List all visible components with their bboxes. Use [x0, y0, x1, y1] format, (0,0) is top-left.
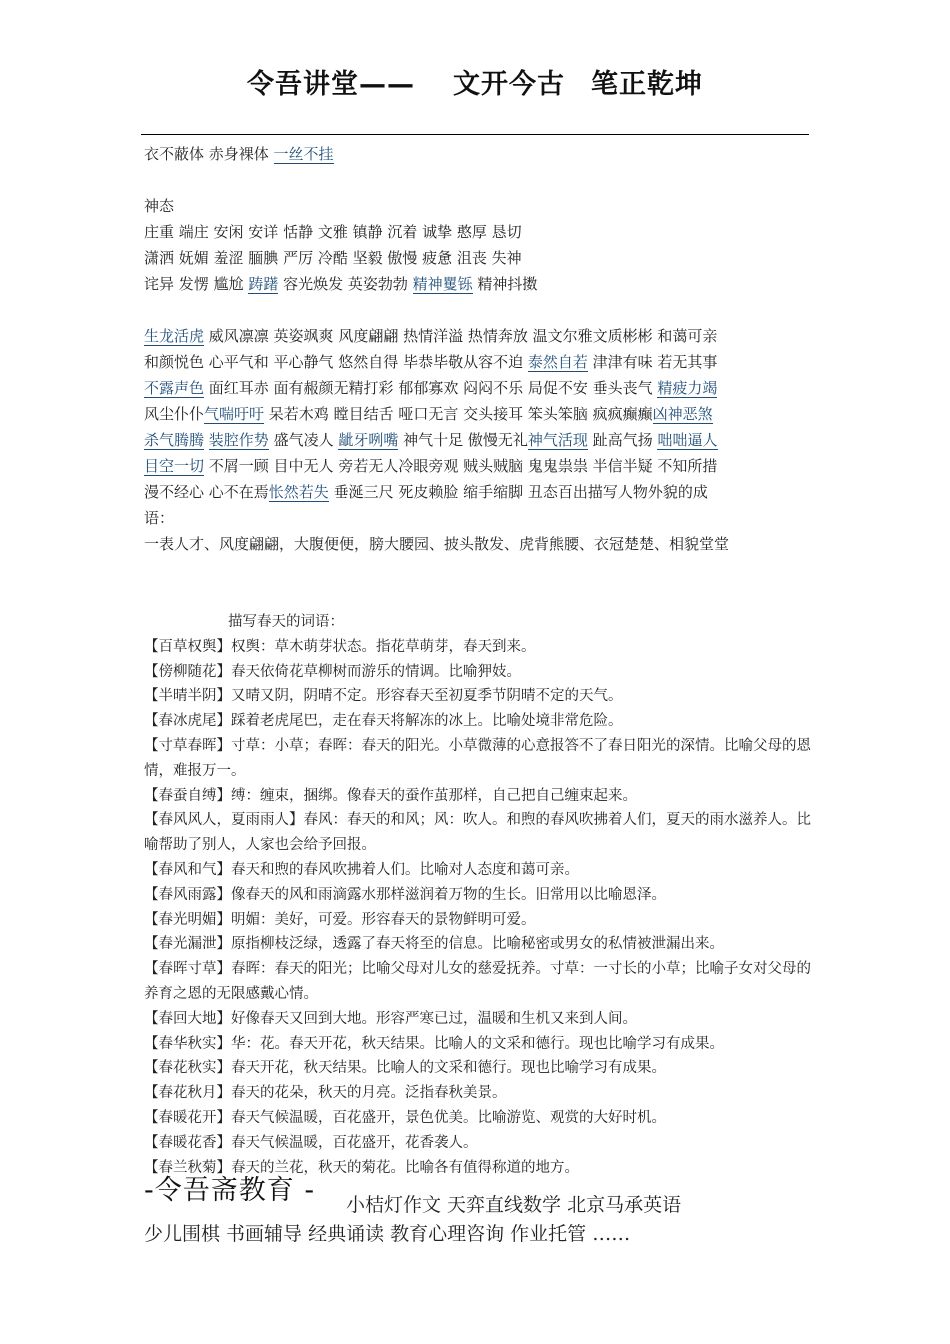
hyperlink-text[interactable]: 杀气腾腾: [144, 431, 205, 449]
list-item: 【春花秋实】春天开花，秋天结果。比喻人的文采和德行。现也比喻学习有成果。: [144, 1060, 666, 1077]
text-line: 庄重 端庄 安闲 安详 恬静 文雅 镇静 沉着 诚挚 憨厚 恳切: [144, 223, 522, 241]
text-line: 杀气腾腾 装腔作势 盛气凌人 龇牙咧嘴 神气十足 傲慢无礼神气活现 趾高气扬 咄咄逼人: [144, 431, 718, 449]
hyperlink-text[interactable]: 凶神恶煞: [652, 405, 713, 423]
hyperlink-text[interactable]: 龇牙咧嘴: [338, 431, 399, 449]
text-line: 衣不蔽体 赤身裸体 一丝不挂: [144, 145, 334, 163]
text-line: 一表人才、风度翩翩，大腹便便，膀大腰园、披头散发、虎背熊腰、衣冠楚楚、相貌堂堂: [144, 535, 730, 553]
hyperlink-text[interactable]: 咄咄逼人: [657, 431, 718, 449]
section-heading-shentai: 神态: [144, 197, 175, 215]
hyperlink-text[interactable]: 生龙活虎: [144, 327, 205, 345]
hyperlink-text[interactable]: 不露声色: [144, 379, 205, 397]
list-item: 【春暖花香】春天气候温暖，百花盛开，花香袭人。: [144, 1134, 478, 1151]
text-line: 漫不经心 心不在焉怅然若失 垂涎三尺 死皮赖脸 缩手缩脚 丑态百出描写人物外貌的成: [144, 483, 708, 501]
list-item: 【春风雨露】像春天的风和雨滴露水那样滋润着万物的生长。旧常用以比喻恩泽。: [144, 886, 666, 903]
list-item: 【春暖花开】春天气候温暖，百花盛开，景色优美。比喻游览、观赏的大好时机。: [144, 1109, 666, 1126]
footer-brand: -令吾斋教育 -: [144, 1175, 316, 1206]
list-item: 【春风风人，夏雨雨人】春风：春天的和风；风：吹人。和煦的春风吹拂着人们，夏天的雨水滋养人。比喻帮助了别人，人家也会给予回报。: [144, 812, 811, 854]
hyperlink-text[interactable]: 泰然自若: [527, 353, 588, 371]
hyperlink-text[interactable]: 踌躇: [248, 275, 279, 293]
list-item: 【傍柳随花】春天依倚花草柳树而游乐的情调。比喻狎妓。: [144, 663, 521, 680]
text-line: 生龙活虎 威风凛凛 英姿飒爽 风度翩翩 热情洋溢 热情奔放 温文尔雅文质彬彬 和蔼可亲: [144, 327, 718, 345]
text-line: 语：: [144, 509, 175, 527]
vocab-section: [144, 141, 812, 557]
hyperlink-text[interactable]: 气喘吁吁: [204, 405, 265, 423]
page-header: [0, 62, 950, 101]
header-slogan-2: 笔正乾坤: [591, 69, 703, 100]
text-line: 不露声色 面红耳赤 面有赧颜无精打彩 郁郁寡欢 闷闷不乐 局促不安 垂头丧气 精疲力竭: [144, 379, 718, 397]
hyperlink-text[interactable]: 怅然若失: [268, 483, 329, 501]
list-item: 【春冰虎尾】踩着老虎尾巴，走在春天将解冻的冰上。比喻处境非常危险。: [144, 713, 623, 730]
text-line: 诧异 发愣 尴尬 踌躇 容光焕发 英姿勃勃 精神矍铄 精神抖擞: [144, 275, 538, 293]
header-brand: 令吾讲堂——: [247, 69, 415, 100]
header-slogan-1: 文开今古: [453, 69, 565, 100]
list-item: 【百草权舆】权舆：草木萌芽状态。指花草萌芽，春天到来。: [144, 638, 536, 655]
list-item: 【春光漏泄】原指柳枝泛绿，透露了春天将至的信息。比喻秘密或男女的私情被泄漏出来。: [144, 936, 724, 953]
hyperlink-text[interactable]: 精神矍铄: [412, 275, 473, 293]
list-item: 【半晴半阴】又晴又阴，阴晴不定。形容春天至初夏季节阴晴不定的天气。: [144, 688, 623, 705]
hyperlink-text[interactable]: 精疲力竭: [657, 379, 718, 397]
hyperlink-text[interactable]: 装腔作势: [208, 431, 269, 449]
footer-services-2: 少儿围棋 书画辅导 经典诵读 教育心理咨询 作业托管 ……: [144, 1223, 631, 1245]
list-item: 【春光明媚】明媚：美好，可爱。形容春天的景物鲜明可爱。: [144, 911, 536, 928]
hyperlink-text[interactable]: 一丝不挂: [273, 145, 334, 163]
hyperlink-text[interactable]: 目空一切: [144, 457, 205, 475]
spring-section-title: 描写春天的词语：: [228, 614, 344, 630]
text-line: 风尘仆仆气喘吁吁 呆若木鸡 瞠目结舌 哑口无言 交头接耳 笨头笨脑 疯疯癫癫凶神恶煞: [144, 405, 713, 423]
list-item: 【春蚕自缚】缚：缠束，捆绑。像春天的蚕作茧那样，自己把自己缠束起来。: [144, 787, 637, 804]
list-item: 【春兰秋菊】春天的兰花，秋天的菊花。比喻各有值得称道的地方。: [144, 1159, 579, 1176]
footer-services-1: 小桔灯作文 天弈直线数学 北京马承英语: [346, 1194, 682, 1216]
list-item: 【春花秋月】春天的花朵，秋天的月亮。泛指春秋美景。: [144, 1085, 507, 1102]
text-line: 潇洒 妩媚 羞涩 腼腆 严厉 冷酷 坚毅 傲慢 疲惫 沮丧 失神: [144, 249, 522, 267]
list-item: 【春风和气】春天和煦的春风吹拂着人们。比喻对人态度和蔼可亲。: [144, 861, 579, 878]
list-item: 【春华秋实】华：花。春天开花，秋天结果。比喻人的文采和德行。现也比喻学习有成果。: [144, 1035, 724, 1052]
list-item: 【春晖寸草】春晖：春天的阳光；比喻父母对儿女的慈爱抚养。寸草：一寸长的小草；比喻子女对父母的养育之恩的无限感戴心情。: [144, 961, 811, 1002]
text-line: 和颜悦色 心平气和 平心静气 悠然自得 毕恭毕敬从容不迫 泰然自若 津津有味 若无其事: [144, 353, 718, 371]
spring-section: [144, 610, 812, 1180]
hyperlink-text[interactable]: 神气活现: [527, 431, 588, 449]
header-divider: [141, 134, 809, 135]
list-item: 【寸草春晖】寸草：小草；春晖：春天的阳光。小草微薄的心意报答不了春日阳光的深情。比喻父母的恩情，难报万一。: [144, 737, 811, 779]
list-item: 【春回大地】好像春天又回到大地。形容严寒已过，温暖和生机又来到人间。: [144, 1010, 637, 1027]
text-line: 目空一切 不屑一顾 目中无人 旁若无人冷眼旁观 贼头贼脑 鬼鬼祟祟 半信半疑 不知所措: [144, 457, 718, 475]
